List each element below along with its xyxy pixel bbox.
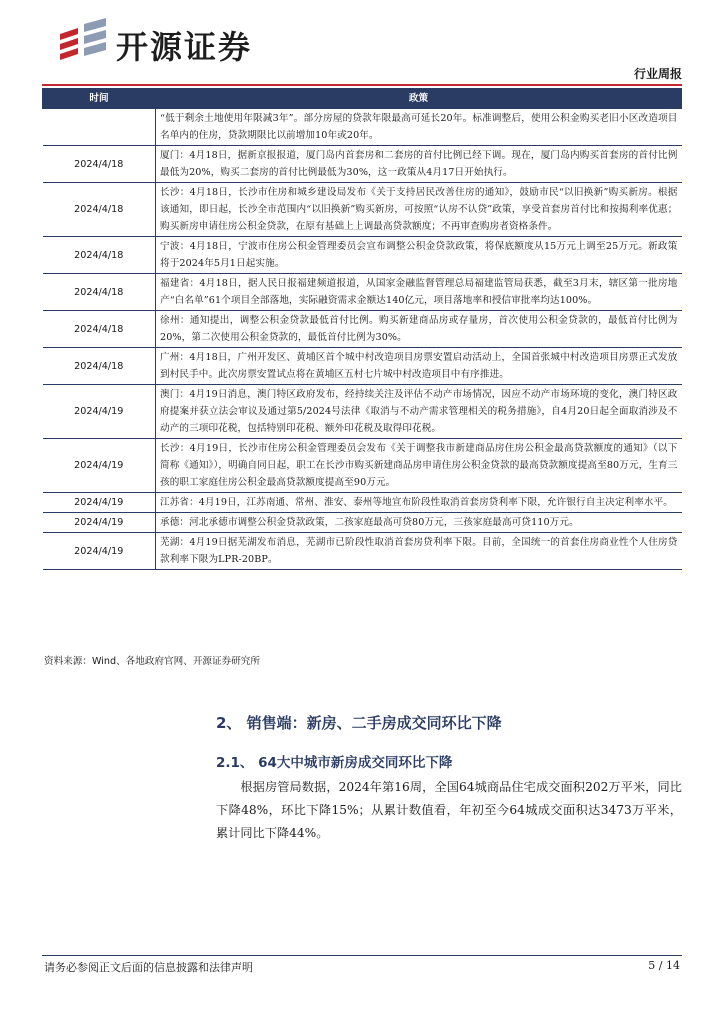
row-date: 2024/4/19 xyxy=(43,385,156,439)
row-policy-text: 长沙：4月18日，长沙市住房和城乡建设局发布《关于支持居民改善住房的通知》，鼓励市民“以旧换新”购买新房。根据该通知，即日起，长沙全市范围内“以旧换新”购买新房，可按照“认房不认贷”政策，享受首套房首付比和按揭利率优惠；购买新房申请住房公积金贷款，在原有基础上上调最高贷款额度；不再审查购房者资格条件。 xyxy=(156,183,682,237)
row-policy-text: 广州：4月18日，广州开发区、黄埔区首个城中村改造项目房票安置启动活动上，全国首张城中村改造项目房票正式发放到村民手中。此次房票安置试点将在黄埔区五村七片城中村改造项目中有序推进。 xyxy=(156,348,682,385)
table-row xyxy=(43,493,682,513)
footer-disclaimer: 请务必参阅正文后面的信息披露和法律声明 xyxy=(44,961,253,974)
table-row xyxy=(43,311,682,348)
row-date: 2024/4/19 xyxy=(43,513,156,533)
row-policy-text: 澳门：4月19日消息，澳门特区政府发布，经持续关注及评估不动产市场情况，因应不动产市场环境的变化，澳门特区政府提案并获立法会审议及通过第5/2024号法律《取消与不动产需求管理相关的税务措施》，自4月20日起全面取消涉及不动产的三项印花税，包括特别印花税、额外印花税及取得印花税。 xyxy=(156,385,682,439)
row-date: 2024/4/18 xyxy=(43,274,156,311)
report-type-label: 行业周报 xyxy=(633,67,682,81)
table-row xyxy=(43,385,682,439)
table-row xyxy=(43,348,682,385)
row-date: 2024/4/19 xyxy=(43,439,156,493)
policy-table xyxy=(42,88,682,570)
table-row xyxy=(43,183,682,237)
row-date: 2024/4/18 xyxy=(43,146,156,183)
row-policy-text: 厦门：4月18日，据新京报报道，厦门岛内首套房和二套房的首付比例已经下调。现在，厦门岛内购买首套房的首付比例最低为20%，购买二套房的首付比例最低为30%，这一政策从4月17日开始执行。 xyxy=(156,146,682,183)
table-row xyxy=(43,274,682,311)
table-row xyxy=(43,146,682,183)
row-policy-text: 承德：河北承德市调整公积金贷款政策，二孩家庭最高可贷80万元，三孩家庭最高可贷110万元。 xyxy=(156,513,682,533)
row-date: 2024/4/18 xyxy=(43,183,156,237)
row-date: 2024/4/19 xyxy=(43,493,156,513)
table-row xyxy=(43,513,682,533)
table-row xyxy=(43,439,682,493)
table-row xyxy=(43,237,682,274)
subsection-heading: 2.1、 64大中城市新房成交同环比下降 xyxy=(216,755,453,771)
kaiyuan-logo-icon xyxy=(56,18,112,66)
footer-divider xyxy=(42,955,682,956)
row-date: 2024/4/18 xyxy=(43,348,156,385)
row-policy-text: 宁波：4月18日，宁波市住房公积金管理委员会宣布调整公积金贷款政策，将保底额度从15万元上调至25万元。新政策将于2024年5月1日起实施。 xyxy=(156,237,682,274)
section-heading: 2、 销售端：新房、二手房成交同环比下降 xyxy=(216,714,502,732)
row-policy-text: 江苏省：4月19日，江苏南通、常州、淮安、泰州等地宣布阶段性取消首套房贷利率下限，允许银行自主决定利率水平。 xyxy=(156,493,682,513)
row-policy-text: “低于剩余土地使用年限减3年”。部分房屋的贷款年限最高可延长20年。标准调整后，使用公积金购买老旧小区改造项目名单内的住房，贷款期限比以前增加10年或20年。 xyxy=(156,109,682,146)
table-header-row xyxy=(43,89,682,109)
source-note: 资料来源：Wind、各地政府官网、开源证券研究所 xyxy=(44,656,260,667)
row-date: 2024/4/18 xyxy=(43,311,156,348)
page-number: 5 / 14 xyxy=(648,959,680,972)
table-row xyxy=(43,533,682,570)
header-divider xyxy=(42,84,682,86)
brand-name: 开源证券 xyxy=(116,28,253,66)
body-paragraph: 根据房管局数据，2024年第16周，全国64城商品住宅成交面积202万平米，同比下降48%，环比下降15%；从累计数值看，年初至今64城成交面积达3473万平米，累计同比下降44%。 xyxy=(216,780,682,840)
row-policy-text: 福建省：4月18日，据人民日报福建频道报道，从国家金融监督管理总局福建监管局获悉，截至3月末，辖区第一批房地产“白名单”61个项目全部落地，实际融资需求金额达140亿元，项目落地率和授信审批率均达100%。 xyxy=(156,274,682,311)
column-header-policy: 政策 xyxy=(156,89,682,109)
row-date xyxy=(43,109,156,146)
row-date: 2024/4/18 xyxy=(43,237,156,274)
row-policy-text: 芜湖：4月19日据芜湖发布消息，芜湖市已阶段性取消首套房贷利率下限。目前，全国统一的首套住房商业性个人住房贷款利率下限为LPR-20BP。 xyxy=(156,533,682,570)
row-date: 2024/4/19 xyxy=(43,533,156,570)
column-header-date: 时间 xyxy=(43,89,156,109)
row-policy-text: 徐州：通知提出，调整公积金贷款最低首付比例。购买新建商品房或存量房，首次使用公积金贷款的，最低首付比例为20%，第二次使用公积金贷款的，最低首付比例为30%。 xyxy=(156,311,682,348)
row-policy-text: 长沙：4月19日，长沙市住房公积金管理委员会发布《关于调整我市新建商品房住房公积金最高贷款额度的通知》（以下简称《通知》），明确自同日起，职工在长沙市购买新建商品房申请住房公积金贷款的最高贷款额度提高至80万元，生育三孩的职工家庭住房公积金最高贷款额度提高至90万元。 xyxy=(156,439,682,493)
page-header xyxy=(0,0,724,88)
table-row xyxy=(43,109,682,146)
